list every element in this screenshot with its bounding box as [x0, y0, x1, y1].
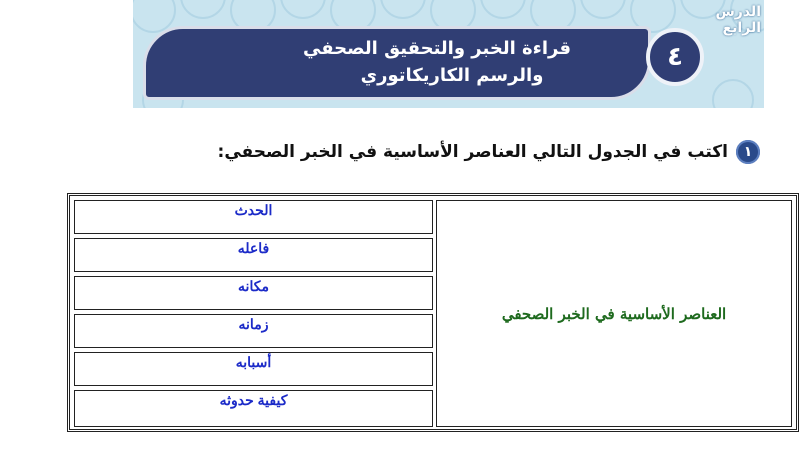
question-line — [218, 139, 760, 165]
lesson-label — [701, 4, 761, 36]
lesson-title-line2: والرسم الكاريكاتوري — [360, 65, 544, 86]
question-number-badge: ١ — [736, 140, 760, 164]
lesson-title-box — [143, 26, 651, 100]
table-header-cell: العناصر الأساسية في الخبر الصحفي — [436, 200, 792, 427]
table-values-column — [74, 200, 433, 427]
table-row: فاعله — [74, 238, 433, 272]
lesson-number-badge: ٤ — [646, 28, 704, 86]
table-row: زمانه — [74, 314, 433, 348]
lesson-title-line1: قراءة الخبر والتحقيق الصحفي — [303, 38, 571, 59]
question-text: اكتب في الجدول التالي العناصر الأساسية في الخبر الصحفي: — [217, 142, 728, 162]
lesson-label-line1: الدرس — [715, 4, 761, 20]
table-row: كيفية حدوثه — [74, 390, 433, 427]
table-row: أسبابه — [74, 352, 433, 386]
table-row: مكانه — [74, 276, 433, 310]
lesson-banner — [133, 0, 764, 108]
table-row: الحدث — [74, 200, 433, 234]
lesson-label-line2: الرابع — [722, 20, 761, 36]
elements-table — [67, 193, 799, 432]
